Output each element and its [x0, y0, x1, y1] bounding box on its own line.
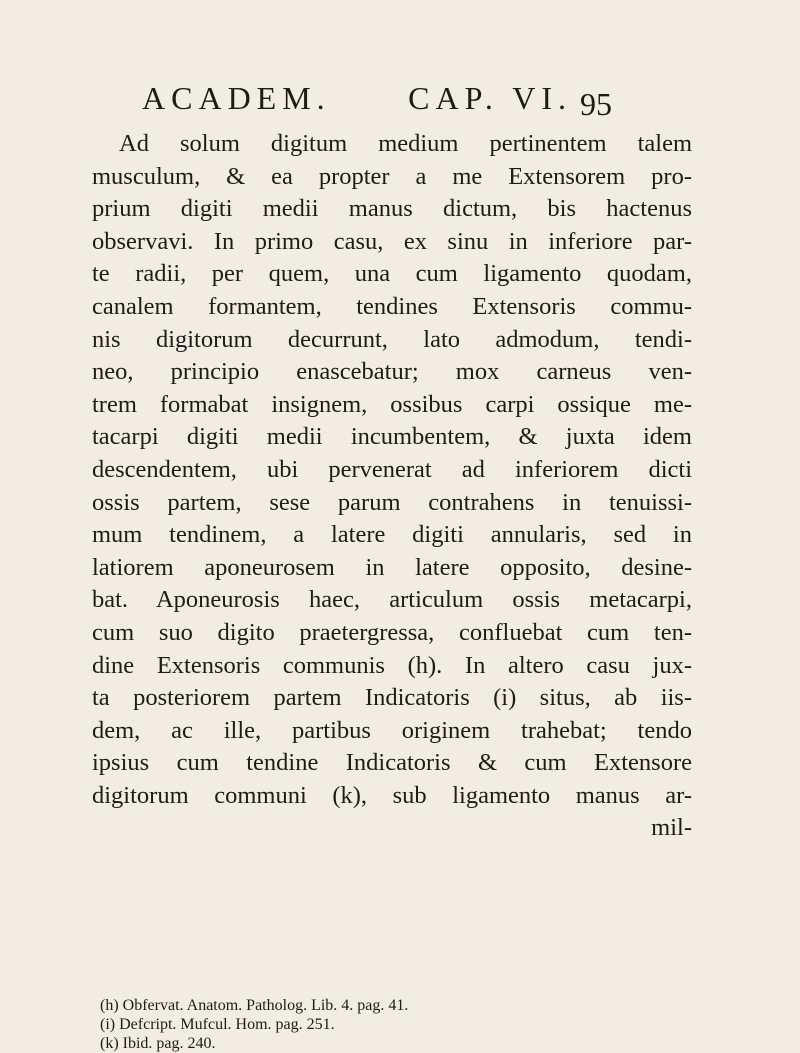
- footnotes: [100, 996, 680, 1053]
- text-line: tacarpi digiti medii incumbentem, & juxta idem: [92, 423, 692, 451]
- text-line: observavi. In primo casu, ex sinu in inferiore par-: [92, 227, 692, 255]
- text-line: te radii, per quem, una cum ligamento quodam,: [92, 260, 692, 288]
- footnote-k: (k) Ibid. pag. 240.: [100, 1035, 216, 1052]
- text-line: neo, principio enascebatur; mox carneus ven-: [92, 358, 692, 386]
- text-line: cum suo digito praetergressa, confluebat cum ten-: [92, 618, 692, 646]
- text-line: ta posteriorem partem Indicatoris (i) situs, ab iis-: [92, 684, 692, 712]
- footnote-i: (i) Defcript. Mufcul. Hom. pag. 251.: [100, 1016, 335, 1033]
- page-number: 95: [580, 86, 612, 122]
- header-right: CAP. VI.: [408, 80, 572, 116]
- running-header: [142, 80, 572, 117]
- text-line: dine Extensoris communis (h). In altero casu jux-: [92, 651, 692, 679]
- text-line: latiorem aponeurosem in latere opposito, desine-: [92, 553, 692, 581]
- text-line: musculum, & ea propter a me Extensorem pro-: [92, 162, 692, 190]
- text-line: prium digiti medii manus dictum, bis hactenus: [92, 195, 692, 223]
- text-line: bat. Aponeurosis haec, articulum ossis metacarpi,: [92, 586, 692, 614]
- text-line: canalem formantem, tendines Extensoris commu-: [92, 292, 692, 320]
- text-line: digitorum communi (k), sub ligamento manus ar-: [92, 781, 692, 809]
- text-line: dem, ac ille, partibus originem trahebat; tendo: [92, 716, 692, 744]
- text-line: trem formabat insignem, ossibus carpi ossique me-: [92, 390, 692, 418]
- catchword: mil-: [651, 814, 692, 842]
- text-line: ossis partem, sese parum contrahens in tenuissi-: [92, 488, 692, 516]
- text-line: mum tendinem, a latere digiti annularis, sed in: [92, 521, 692, 549]
- text-line: ipsius cum tendine Indicatoris & cum Extensore: [92, 749, 692, 777]
- footnote-h: (h) Obfervat. Anatom. Patholog. Lib. 4. pag. 41.: [100, 997, 409, 1014]
- header-left: ACADEM.: [142, 80, 331, 116]
- main-text: [92, 128, 692, 845]
- text-line: descendentem, ubi pervenerat ad inferiorem dicti: [92, 455, 692, 483]
- text-line: nis digitorum decurrunt, lato admodum, tendi-: [92, 325, 692, 353]
- text-line: Ad solum digitum medium pertinentem talem: [119, 130, 692, 157]
